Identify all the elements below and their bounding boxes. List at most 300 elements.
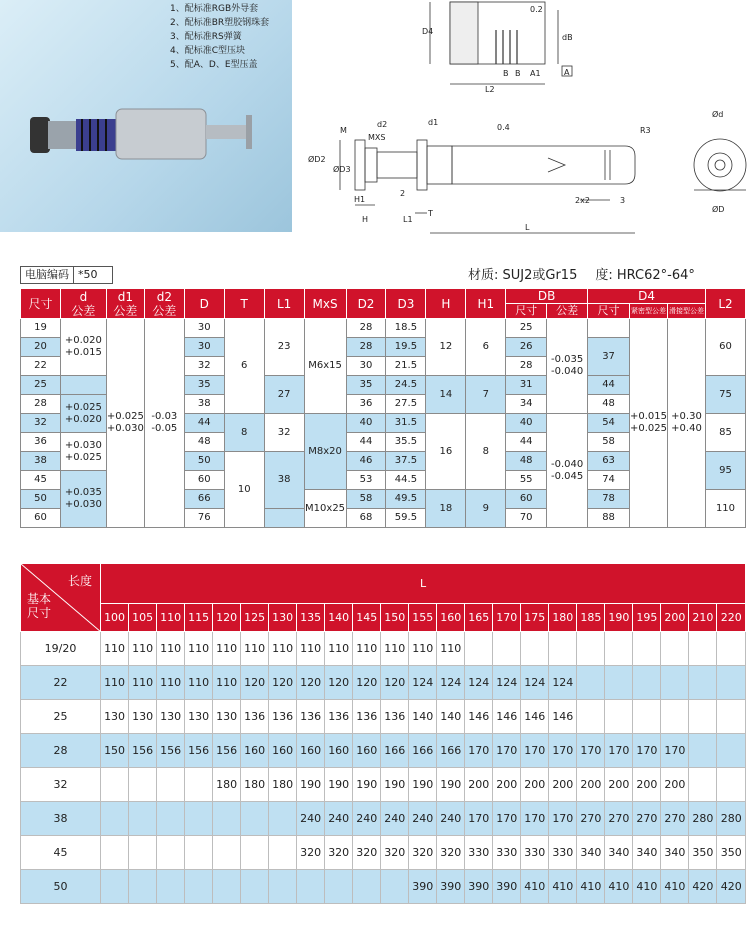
- cell-D2: 46: [346, 452, 386, 471]
- length-cell: 110: [157, 666, 185, 700]
- cell-D2: 36: [346, 395, 386, 414]
- length-cell: [689, 700, 717, 734]
- cell-H1: 6: [466, 319, 506, 376]
- length-cell: [101, 768, 129, 802]
- length-cell: 124: [521, 666, 549, 700]
- length-cell: 170: [549, 734, 577, 768]
- length-cell: [689, 666, 717, 700]
- code-label: 电脑编码: [20, 266, 74, 284]
- length-cell: 340: [661, 836, 689, 870]
- cell-D3: 18.5: [386, 319, 426, 338]
- length-cell: 410: [605, 870, 633, 904]
- length-table: [20, 563, 746, 904]
- row-size: 38: [21, 802, 101, 836]
- length-cell: 136: [241, 700, 269, 734]
- length-cell: [661, 666, 689, 700]
- product-code: [20, 266, 113, 284]
- length-cell: 200: [577, 768, 605, 802]
- length-cell: 200: [465, 768, 493, 802]
- length-cell: 110: [129, 666, 157, 700]
- length-header: 185: [577, 604, 605, 632]
- length-cell: [577, 632, 605, 666]
- header-db-size: 尺寸: [506, 304, 547, 319]
- cell-D4-size: 58: [588, 433, 630, 452]
- length-cell: 110: [437, 632, 465, 666]
- cell-H: 14: [426, 376, 466, 414]
- length-cell: [269, 802, 297, 836]
- cell-size: 38: [21, 452, 61, 471]
- length-cell: 136: [269, 700, 297, 734]
- length-cell: [185, 802, 213, 836]
- corner-header: [21, 564, 101, 632]
- drawing-label: L1: [403, 215, 413, 224]
- drawing-label: ØD3: [333, 165, 351, 174]
- length-cell: [353, 870, 381, 904]
- header-d4-sliding: 滑接型公差: [668, 304, 706, 319]
- cell-D4-size: [588, 319, 630, 338]
- length-cell: [129, 870, 157, 904]
- length-cell: 240: [437, 802, 465, 836]
- table-row: [21, 870, 746, 904]
- length-cell: [493, 632, 521, 666]
- length-header: 175: [521, 604, 549, 632]
- row-size: 45: [21, 836, 101, 870]
- length-cell: [325, 870, 353, 904]
- length-header: 110: [157, 604, 185, 632]
- cell-size: 32: [21, 414, 61, 433]
- length-cell: 130: [213, 700, 241, 734]
- length-cell: 170: [465, 802, 493, 836]
- table-row: [21, 802, 746, 836]
- drawing-label: ØD: [712, 205, 725, 214]
- corner-size-label: 基本 尺寸: [27, 592, 52, 620]
- length-header: 105: [129, 604, 157, 632]
- cell-DB-size: 48: [506, 452, 547, 471]
- length-cell: 160: [325, 734, 353, 768]
- length-cell: [241, 802, 269, 836]
- length-header: 160: [437, 604, 465, 632]
- length-header: 220: [717, 604, 746, 632]
- length-header: 180: [549, 604, 577, 632]
- drawing-label: A1: [530, 69, 541, 78]
- length-cell: 130: [157, 700, 185, 734]
- cell-DB-size: 40: [506, 414, 547, 433]
- length-cell: [577, 666, 605, 700]
- length-header: 200: [661, 604, 689, 632]
- table-row: [21, 836, 746, 870]
- cell-L1: 27: [264, 376, 304, 414]
- length-cell: 240: [353, 802, 381, 836]
- length-cell: 170: [633, 734, 661, 768]
- cell-D: 30: [184, 319, 224, 338]
- length-cell: 136: [381, 700, 409, 734]
- length-cell: 170: [493, 734, 521, 768]
- cell-D2: 35: [346, 376, 386, 395]
- cell-D: 38: [184, 395, 224, 414]
- length-cell: 270: [577, 802, 605, 836]
- length-cell: 330: [521, 836, 549, 870]
- length-cell: 270: [605, 802, 633, 836]
- length-cell: 110: [297, 632, 325, 666]
- cell-D4-size: 37: [588, 338, 630, 376]
- drawing-label: dB: [562, 33, 573, 42]
- drawing-label: 0.4: [497, 123, 510, 132]
- length-cell: [157, 870, 185, 904]
- cell-d-tol: +0.030 +0.025: [60, 433, 106, 471]
- drawing-label: H1: [354, 195, 366, 204]
- table-row: [21, 734, 746, 768]
- length-header: 130: [269, 604, 297, 632]
- length-cell: [605, 666, 633, 700]
- cell-d-tol: +0.020 +0.015: [60, 319, 106, 376]
- cell-d2-tol: -0.03 -0.05: [144, 319, 184, 528]
- cell-DB-tol: -0.035 -0.040: [547, 319, 588, 414]
- length-cell: 166: [437, 734, 465, 768]
- length-cell: 350: [717, 836, 746, 870]
- header-db-tol: 公差: [547, 304, 588, 319]
- cell-D4-size: 48: [588, 395, 630, 414]
- length-header: 150: [381, 604, 409, 632]
- length-cell: 150: [101, 734, 129, 768]
- length-cell: [157, 836, 185, 870]
- cell-L1: [264, 509, 304, 528]
- header-d4-tight: 紧密型公差: [630, 304, 668, 319]
- cell-D2: 44: [346, 433, 386, 452]
- note-item: 5、配A、D、E型压盖: [170, 60, 258, 70]
- length-cell: [185, 836, 213, 870]
- length-header: 140: [325, 604, 353, 632]
- material-info: [468, 264, 695, 283]
- header-DB: DB: [506, 289, 588, 304]
- length-header: 165: [465, 604, 493, 632]
- length-cell: 110: [185, 632, 213, 666]
- length-cell: [689, 632, 717, 666]
- length-cell: [213, 802, 241, 836]
- header-MxS: MxS: [304, 289, 346, 319]
- row-size: 22: [21, 666, 101, 700]
- length-cell: [661, 632, 689, 666]
- length-cell: 320: [297, 836, 325, 870]
- length-cell: 130: [101, 700, 129, 734]
- length-cell: 240: [325, 802, 353, 836]
- length-cell: 320: [409, 836, 437, 870]
- length-header: 120: [213, 604, 241, 632]
- length-cell: 330: [465, 836, 493, 870]
- length-cell: 170: [521, 802, 549, 836]
- length-cell: 390: [465, 870, 493, 904]
- cell-DB-tol: -0.040 -0.045: [547, 414, 588, 528]
- header-H1: H1: [466, 289, 506, 319]
- product-notes: [170, 2, 269, 72]
- length-cell: 156: [185, 734, 213, 768]
- cell-DB-size: 70: [506, 509, 547, 528]
- length-cell: 110: [101, 632, 129, 666]
- length-cell: 190: [409, 768, 437, 802]
- length-cell: 170: [549, 802, 577, 836]
- cell-L1: 23: [264, 319, 304, 376]
- header-d: d 公差: [60, 289, 106, 319]
- length-cell: [381, 870, 409, 904]
- cell-size: 22: [21, 357, 61, 376]
- row-size: 28: [21, 734, 101, 768]
- length-cell: 390: [409, 870, 437, 904]
- length-cell: [689, 734, 717, 768]
- length-cell: 124: [409, 666, 437, 700]
- cell-D: 60: [184, 471, 224, 490]
- length-cell: 160: [297, 734, 325, 768]
- length-cell: [717, 632, 746, 666]
- length-cell: 124: [437, 666, 465, 700]
- cell-D: 50: [184, 452, 224, 471]
- length-cell: 350: [689, 836, 717, 870]
- length-cell: [577, 700, 605, 734]
- cell-D2: 58: [346, 490, 386, 509]
- cell-D2: 40: [346, 414, 386, 433]
- length-cell: 140: [437, 700, 465, 734]
- length-cell: [269, 836, 297, 870]
- cell-D3: 37.5: [386, 452, 426, 471]
- length-cell: [633, 632, 661, 666]
- cell-size: 60: [21, 509, 61, 528]
- length-cell: 180: [213, 768, 241, 802]
- cell-MxS: M6x15: [304, 319, 346, 414]
- length-cell: [213, 870, 241, 904]
- length-cell: [213, 836, 241, 870]
- corner-length-label: 长度: [68, 574, 93, 588]
- length-cell: 200: [633, 768, 661, 802]
- cell-D4-size: 74: [588, 471, 630, 490]
- drawing-label: D4: [422, 27, 434, 36]
- drawing-label: L2: [485, 85, 495, 94]
- drawing-label: 2: [400, 189, 406, 198]
- cell-size: 25: [21, 376, 61, 395]
- cell-L1: 32: [264, 414, 304, 452]
- cell-D: 30: [184, 338, 224, 357]
- length-cell: 340: [577, 836, 605, 870]
- length-cell: 190: [437, 768, 465, 802]
- length-cell: [605, 700, 633, 734]
- cell-H1: 9: [466, 490, 506, 528]
- material-label: 材质: SUJ2或Gr15: [468, 268, 578, 283]
- header-d2: d2 公差: [144, 289, 184, 319]
- cell-d-tol: +0.035 +0.030: [60, 471, 106, 528]
- length-cell: 110: [241, 632, 269, 666]
- length-cell: 330: [549, 836, 577, 870]
- length-cell: 120: [269, 666, 297, 700]
- length-header: 190: [605, 604, 633, 632]
- length-cell: [241, 870, 269, 904]
- length-cell: 320: [381, 836, 409, 870]
- length-cell: 146: [549, 700, 577, 734]
- length-cell: 170: [465, 734, 493, 768]
- length-cell: 410: [661, 870, 689, 904]
- cell-size: 36: [21, 433, 61, 452]
- cell-D2: 68: [346, 509, 386, 528]
- drawing-label: H: [362, 215, 369, 224]
- length-cell: 410: [549, 870, 577, 904]
- cell-D4-sliding: +0.30 +0.40: [668, 319, 706, 528]
- length-cell: 146: [521, 700, 549, 734]
- length-cell: 200: [549, 768, 577, 802]
- length-cell: 240: [409, 802, 437, 836]
- drawing-label: d1: [428, 118, 439, 127]
- cell-D4-size: 78: [588, 490, 630, 509]
- length-cell: [717, 768, 746, 802]
- length-cell: 170: [605, 734, 633, 768]
- length-cell: 320: [325, 836, 353, 870]
- cell-H1: 7: [466, 376, 506, 414]
- length-cell: [689, 768, 717, 802]
- cell-DB-size: 31: [506, 376, 547, 395]
- note-item: 3、配标准RS弹簧: [170, 32, 242, 42]
- length-cell: 280: [717, 802, 746, 836]
- length-cell: 280: [689, 802, 717, 836]
- cell-DB-size: 44: [506, 433, 547, 452]
- length-cell: [101, 836, 129, 870]
- length-cell: 110: [185, 666, 213, 700]
- length-cell: [297, 870, 325, 904]
- length-cell: 170: [493, 802, 521, 836]
- length-cell: 190: [297, 768, 325, 802]
- cell-H: 12: [426, 319, 466, 376]
- cell-DB-size: 34: [506, 395, 547, 414]
- cell-D3: 35.5: [386, 433, 426, 452]
- length-cell: [269, 870, 297, 904]
- length-cell: 136: [353, 700, 381, 734]
- length-cell: 156: [157, 734, 185, 768]
- length-cell: 200: [661, 768, 689, 802]
- cell-size: 20: [21, 338, 61, 357]
- cell-D: 66: [184, 490, 224, 509]
- length-cell: 124: [465, 666, 493, 700]
- cell-T: 10: [224, 452, 264, 528]
- cell-MxS: M8x20: [304, 414, 346, 490]
- cell-H: 18: [426, 490, 466, 528]
- cell-D2: 30: [346, 357, 386, 376]
- length-cell: [605, 632, 633, 666]
- length-cell: 110: [213, 632, 241, 666]
- length-cell: 120: [325, 666, 353, 700]
- length-cell: [157, 768, 185, 802]
- length-cell: 120: [297, 666, 325, 700]
- length-cell: [465, 632, 493, 666]
- length-cell: 120: [241, 666, 269, 700]
- drawing-label: Ød: [712, 110, 724, 119]
- length-cell: 120: [381, 666, 409, 700]
- header-D4: D4: [588, 289, 706, 304]
- length-cell: 110: [157, 632, 185, 666]
- table-row: [21, 666, 746, 700]
- row-size: 25: [21, 700, 101, 734]
- cell-L2: 110: [705, 490, 745, 528]
- length-cell: 110: [269, 632, 297, 666]
- length-cell: 156: [129, 734, 157, 768]
- length-cell: [633, 666, 661, 700]
- length-cell: 200: [493, 768, 521, 802]
- cell-T: 8: [224, 414, 264, 452]
- length-cell: 120: [353, 666, 381, 700]
- table-row: [21, 768, 746, 802]
- cell-D: 48: [184, 433, 224, 452]
- cell-DB-size: 60: [506, 490, 547, 509]
- table-row: [21, 319, 746, 338]
- header-D2: D2: [346, 289, 386, 319]
- drawing-label: MXS: [368, 133, 386, 142]
- header-d4-size: 尺寸: [588, 304, 630, 319]
- cell-D4-size: 88: [588, 509, 630, 528]
- length-cell: 410: [577, 870, 605, 904]
- length-cell: 190: [325, 768, 353, 802]
- length-header: 155: [409, 604, 437, 632]
- cell-DB-size: 25: [506, 319, 547, 338]
- length-cell: 110: [381, 632, 409, 666]
- cell-D3: 27.5: [386, 395, 426, 414]
- length-header: 170: [493, 604, 521, 632]
- cell-size: 45: [21, 471, 61, 490]
- length-cell: 130: [185, 700, 213, 734]
- length-cell: 270: [661, 802, 689, 836]
- cell-H1: 8: [466, 414, 506, 490]
- length-group-header: L: [101, 564, 746, 604]
- length-cell: [185, 768, 213, 802]
- length-header: 195: [633, 604, 661, 632]
- header-T: T: [224, 289, 264, 319]
- length-cell: [521, 632, 549, 666]
- length-header: 135: [297, 604, 325, 632]
- note-item: 4、配标准C型压块: [170, 46, 246, 56]
- drawing-label: d2: [377, 120, 388, 129]
- length-cell: 200: [521, 768, 549, 802]
- header-L1: L1: [264, 289, 304, 319]
- drawing-label: 3: [620, 196, 626, 205]
- drawing-label: M: [340, 126, 347, 135]
- length-cell: 160: [241, 734, 269, 768]
- length-header: 145: [353, 604, 381, 632]
- length-cell: 200: [605, 768, 633, 802]
- length-cell: 180: [241, 768, 269, 802]
- drawing-label: L: [525, 223, 530, 232]
- length-cell: 110: [353, 632, 381, 666]
- cell-D: 32: [184, 357, 224, 376]
- length-cell: [101, 802, 129, 836]
- cell-D3: 44.5: [386, 471, 426, 490]
- length-cell: 240: [297, 802, 325, 836]
- length-cell: [717, 734, 746, 768]
- length-cell: [549, 632, 577, 666]
- length-cell: [661, 700, 689, 734]
- cell-d-tol: [60, 376, 106, 395]
- technical-drawing: [300, 0, 750, 250]
- spec-table: [20, 288, 746, 528]
- length-cell: 166: [409, 734, 437, 768]
- length-cell: 420: [717, 870, 746, 904]
- row-size: 32: [21, 768, 101, 802]
- cell-D: 76: [184, 509, 224, 528]
- cell-T: 6: [224, 319, 264, 414]
- hardness-label: 度: HRC62°-64°: [595, 268, 695, 283]
- length-cell: 420: [689, 870, 717, 904]
- length-cell: 110: [129, 632, 157, 666]
- cell-D: 44: [184, 414, 224, 433]
- note-item: 2、配标准BR塑胶钢珠套: [170, 18, 270, 28]
- cell-D4-size: 44: [588, 376, 630, 395]
- length-cell: [101, 870, 129, 904]
- length-cell: [717, 666, 746, 700]
- cell-L2: 85: [705, 414, 745, 452]
- length-cell: [129, 802, 157, 836]
- length-cell: 410: [521, 870, 549, 904]
- length-cell: 160: [353, 734, 381, 768]
